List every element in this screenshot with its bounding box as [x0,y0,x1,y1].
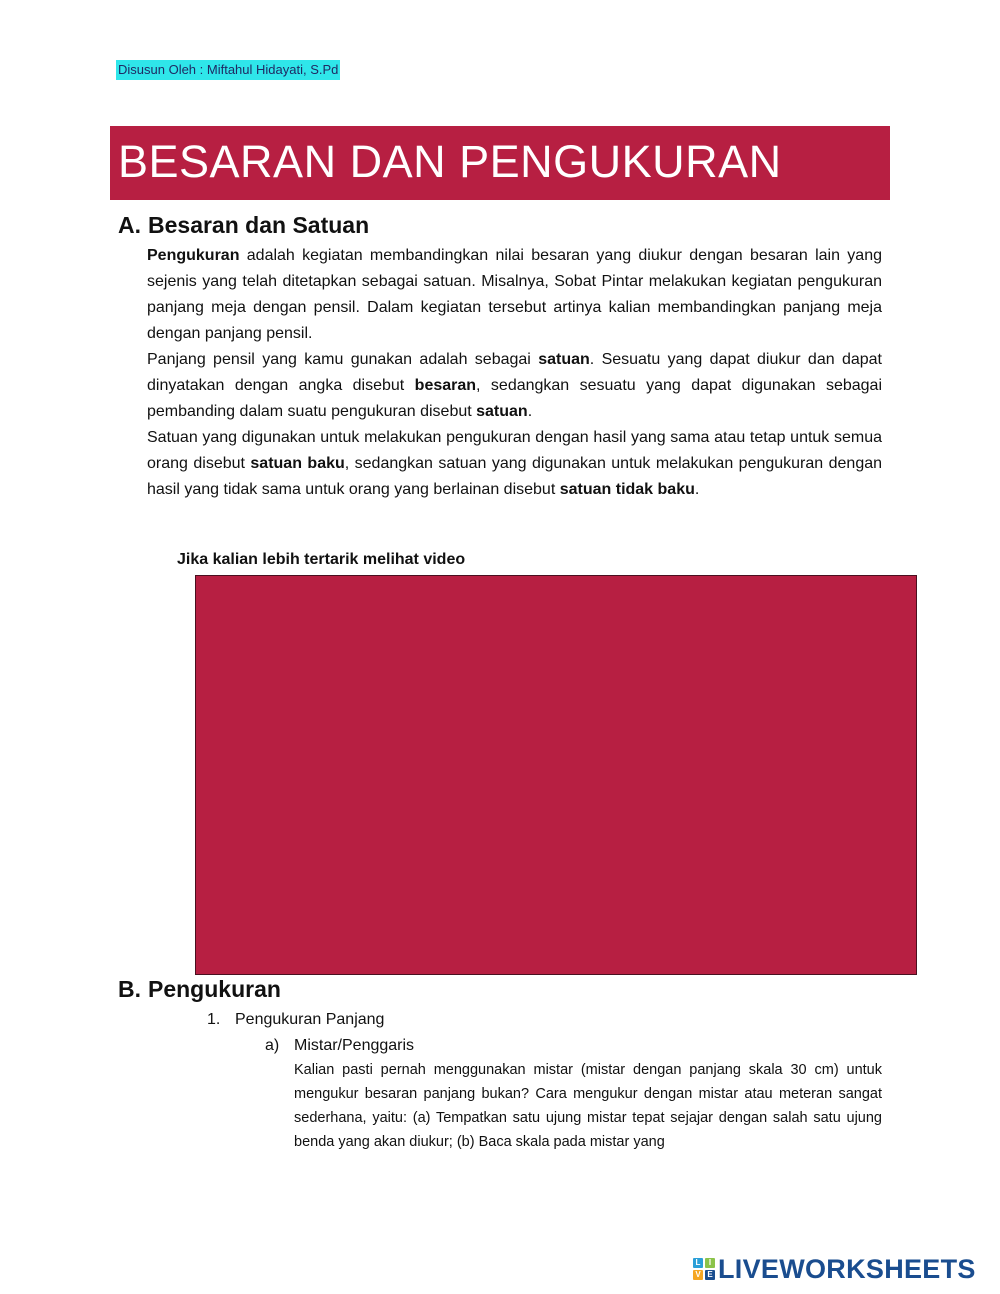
section-b-number: B. [118,976,141,1002]
term-satuan-tidak-baku: satuan tidak baku [559,481,695,498]
paragraph-text: . [694,481,700,498]
logo-letter: E [705,1270,715,1280]
section-a-heading [118,211,369,239]
term-satuan-baku: satuan baku [250,455,345,472]
page-title: BESARAN DAN PENGUKURAN [118,136,782,187]
logo-mark-icon [693,1258,715,1280]
list-item-mistar [265,1034,414,1058]
list-item-label: Mistar/Penggaris [294,1037,415,1054]
term-satuan: satuan [538,351,590,368]
list-marker: 1. [207,1011,221,1028]
video-label: Jika kalian lebih tertarik melihat video [177,551,466,568]
list-item-pengukuran-panjang [207,1008,384,1032]
section-b-title: Pengukuran [148,976,281,1002]
paragraph-text: Satuan yang digunakan untuk melakukan pengukuran dengan hasil yang sama atau tetap untuk semua orang disebut [147,429,882,472]
author-credit: Disusun Oleh : Miftahul Hidayati, S.Pd [116,60,340,80]
term-pengukuran: Pengukuran [147,247,240,264]
term-besaran: besaran [414,377,477,394]
paragraph-satuan [147,347,882,425]
title-banner [110,126,890,200]
video-embed[interactable] [195,575,917,975]
paragraph-text: . [527,403,533,420]
section-a-number: A. [118,212,141,238]
paragraph-text: Panjang pensil yang kamu gunakan adalah sebagai [147,351,539,368]
paragraph-text: , sedangkan satuan yang digunakan untuk melakukan pengukuran dengan hasil yang tidak sama untuk orang yang berlainan disebut [147,455,883,498]
paragraph-mistar: Kalian pasti pernah menggunakan mistar (mistar dengan panjang skala 30 cm) untuk mengukur besaran panjang bukan? Cara mengukur dengan mistar atau meteran sangat sederhana, yaitu: (a) Tempatkan satu ujung mistar tepat sejajar dengan salah satu ujung benda yang akan diukur; (b) Baca skala pada mistar yang [294,1062,882,1150]
paragraph-pengukuran [147,243,882,347]
paragraph-satuan-baku [147,425,882,503]
logo-letter: V [693,1270,703,1280]
list-marker: a) [265,1037,280,1054]
logo-text: LIVEWORKSHEETS [718,1254,976,1284]
section-b-heading [118,975,281,1003]
paragraph-text: . Sesuatu yang dapat diukur dan dapat dinyatakan dengan angka disebut [147,351,883,394]
list-item-label: Pengukuran Panjang [235,1011,385,1028]
paragraph-text: adalah kegiatan membandingkan nilai besaran yang diukur dengan besaran lain yang sejenis yang telah ditetapkan sebagai satuan. Misalnya, Sobat Pintar melakukan kegiatan pengukuran panjang meja dengan pensil. Dalam kegiatan tersebut artinya kalian membandingkan panjang meja dengan panjang pensil. [147,247,882,342]
term-satuan-2: satuan [476,403,528,420]
paragraph-text: , sedangkan sesuatu yang dapat digunakan sebagai pembanding dalam suatu pengukuran disebut [147,377,882,420]
liveworksheets-logo[interactable] [693,1254,976,1284]
logo-letter: I [705,1258,715,1268]
logo-letter: L [693,1258,703,1268]
section-a-title: Besaran dan Satuan [148,212,370,238]
